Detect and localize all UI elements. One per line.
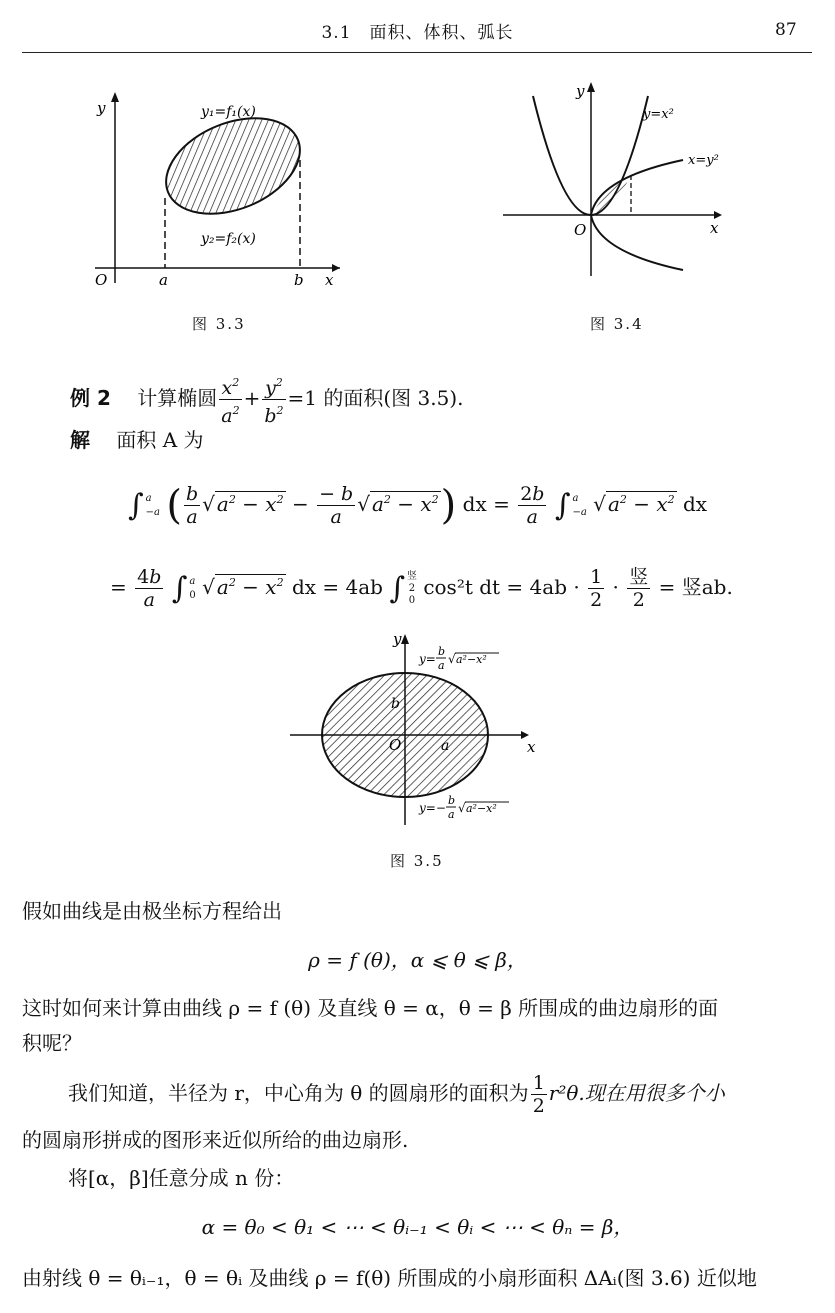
fig35-origin-label: O bbox=[389, 736, 402, 754]
fig34-x-label: x bbox=[710, 219, 719, 237]
fig35-top-num: b bbox=[438, 645, 446, 658]
solution-text: 面积 A 为 bbox=[116, 428, 204, 452]
fig35-top-den: a bbox=[438, 659, 445, 672]
header-rule bbox=[22, 52, 812, 53]
paragraph-3-after: r²θ.现在用很多个小 bbox=[548, 1081, 725, 1105]
page-number: 87 bbox=[775, 20, 797, 40]
example-text-before: 计算椭圆 bbox=[137, 386, 218, 410]
formula-line1-lhs-tail: dx = bbox=[462, 492, 510, 516]
fig35-caption: 图 3.5 bbox=[390, 852, 444, 870]
fig33-caption: 图 3.3 bbox=[192, 315, 246, 333]
svg-text:√: √ bbox=[448, 652, 456, 666]
formula-line1-rhs-tail: dx bbox=[683, 492, 708, 516]
fig33-y-label: y bbox=[97, 99, 106, 117]
fig33-a-label: a bbox=[159, 271, 168, 289]
fig35-top-radicand: a²−x² bbox=[456, 653, 487, 666]
paragraph-5: 由射线 θ = θᵢ₋₁，θ = θᵢ 及曲线 ρ = f(θ) 所围成的小扇形面积 ΔAᵢ(图 3.6) 近似地 bbox=[22, 1266, 757, 1290]
example-text-after: 的面积(图 3.5). bbox=[323, 386, 464, 410]
fig34-caption: 图 3.4 bbox=[590, 315, 644, 333]
fig35-a-label: a bbox=[441, 738, 450, 754]
formula-line-2: = $\frac{4b}{a}$ ∫ a 0 √ $a^2 - x^2$ dx = 4ab ∫ 竖 2 0 cos²t dt = 4ab · $\frac{1}{2}$ · $\frac{\text{竖}}{2}$ = 竖ab. bbox=[110, 566, 733, 611]
ellipse-frac-y: $\frac{y^2}{b^2}$ bbox=[264, 376, 284, 427]
formula-line-1: ∫ a −a ( $\frac{b}{a}$ √ $a^2 - x^2$ − $\frac{- b}{a}$ √ $a^2 - x^2$) dx = $\frac{2b}{a}$ ∫ a −a √ $a^2 - x^2$ dx bbox=[128, 482, 708, 529]
fig35-bottom-prefix: y=− bbox=[419, 801, 446, 815]
formula-line2-cos: cos²t dt = 4ab · bbox=[423, 575, 580, 599]
figure-3-4 bbox=[498, 78, 728, 278]
fig35-bottom-radicand: a²−x² bbox=[466, 802, 497, 815]
paragraph-4: 将[α，β]任意分成 n 份： bbox=[68, 1166, 295, 1190]
polar-equation: ρ = f (θ)，α ⩽ θ ⩽ β， bbox=[308, 948, 527, 972]
fig33-bottom-curve-label: y₂=f₂(x) bbox=[201, 231, 256, 247]
formula-line2-end: = 竖ab. bbox=[658, 575, 733, 599]
formula-line2-mid: dx = 4ab bbox=[291, 575, 383, 599]
fig35-y-label: y bbox=[393, 630, 402, 648]
solution-line bbox=[70, 425, 204, 455]
fig34-parabola1-label: y=x² bbox=[643, 107, 674, 122]
upper-limit-glyph: 竖 bbox=[406, 570, 417, 582]
fig33-x-label: x bbox=[325, 271, 334, 289]
fig34-y-label: y bbox=[576, 82, 585, 100]
solution-label: 解 bbox=[70, 428, 90, 452]
fig34-origin-label: O bbox=[574, 221, 587, 239]
paragraph-3-before: 我们知道，半径为 r，中心角为 θ 的圆扇形的面积为 bbox=[68, 1081, 529, 1105]
partition-formula: α = θ₀ < θ₁ < ⋯ < θᵢ₋₁ < θᵢ < ⋯ < θₙ = β， bbox=[201, 1215, 634, 1239]
fig35-b-label: b bbox=[391, 696, 400, 712]
running-header: 3.1 面积、体积、弧长 bbox=[321, 23, 514, 43]
paragraph-2-line-2: 积呢？ bbox=[22, 1031, 82, 1055]
fig34-parabola2-label: x=y² bbox=[688, 153, 719, 168]
example-2-line: 例 2 计算椭圆 $\frac{x^2}{a^2}$ + $\frac{y^2}{b^2}$ =1 的面积(图 3.5). bbox=[70, 372, 464, 427]
figure-3-3 bbox=[85, 88, 350, 293]
figure-3-5 bbox=[285, 630, 550, 830]
fig33-b-label: b bbox=[294, 271, 304, 289]
paragraph-3-line-1: 我们知道，半径为 r，中心角为 θ 的圆扇形的面积为 $\frac{1}{2}$ r²θ.现在用很多个小 bbox=[68, 1072, 725, 1117]
paragraph-2-line-1: 这时如何来计算由曲线 ρ = f (θ) 及直线 θ = α，θ = β 所围成的曲边扇形的面 bbox=[22, 996, 719, 1020]
example-label: 例 2 bbox=[70, 386, 111, 410]
fig35-x-label: x bbox=[527, 738, 536, 756]
fig33-top-curve-label: y₁=f₁(x) bbox=[201, 104, 256, 120]
fig35-bottom-num: b bbox=[448, 794, 456, 807]
fig35-top-prefix: y= bbox=[419, 652, 436, 666]
frac-glyph-num: 竖 bbox=[629, 566, 649, 588]
paragraph-1: 假如曲线是由极坐标方程给出 bbox=[22, 899, 282, 923]
ellipse-frac-x: $\frac{x^2}{a^2}$ bbox=[221, 376, 240, 427]
paragraph-3-line-2: 的圆扇形拼成的图形来近似所给的曲边扇形. bbox=[22, 1128, 409, 1152]
fig35-bottom-den: a bbox=[448, 808, 455, 821]
svg-text:√: √ bbox=[458, 801, 466, 815]
fig33-origin-label: O bbox=[95, 271, 108, 289]
